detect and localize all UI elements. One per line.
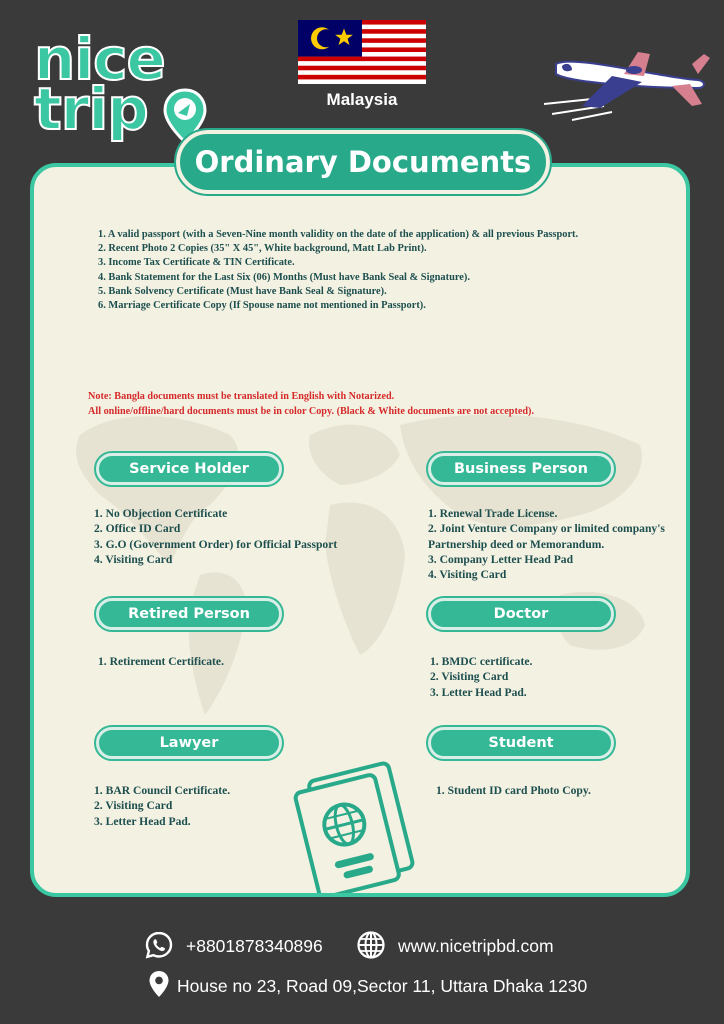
country-name: Malaysia: [326, 90, 398, 109]
list-item: 1. Renewal Trade License.: [428, 507, 558, 520]
nicetrip-logo: [34, 25, 194, 143]
list-item: 3. G.O (Government Order) for Official Passport: [94, 537, 338, 551]
list-item: Partnership deed or Memorandum.: [428, 537, 605, 551]
note-line: All online/offline/hard documents must be in color Copy. (Black & White documents are not accepted).: [88, 405, 534, 417]
location-pin-icon: [148, 970, 170, 998]
general-documents-list: [98, 228, 688, 313]
list-item: 1. A valid passport (with a Seven-Nine month validity on the date of the application) & all previous Passport.: [98, 229, 579, 240]
page-title: Ordinary Documents: [176, 130, 550, 194]
service-holder-heading: Service Holder: [96, 453, 282, 485]
list-item: 3. Letter Head Pad.: [430, 685, 527, 699]
list-item: 4. Visiting Card: [428, 568, 507, 582]
website-link[interactable]: www.nicetripbd.com: [398, 936, 554, 956]
logo-word-nice: nice: [34, 25, 165, 93]
business-person-heading: Business Person: [428, 453, 614, 485]
doctor-list: [430, 654, 680, 700]
business-person-list: [428, 506, 688, 582]
doctor-heading: Doctor: [428, 598, 614, 630]
student-heading: Student: [428, 727, 614, 759]
list-item: 4. Bank Statement for the Last Six (06) Months (Must have Bank Seal & Signature).: [98, 271, 470, 283]
lawyer-heading: Lawyer: [96, 727, 282, 759]
lawyer-list: [94, 783, 294, 829]
retired-person-list: [98, 654, 378, 669]
retired-person-heading: Retired Person: [96, 598, 282, 630]
list-item: 1. No Objection Certificate: [94, 507, 228, 520]
list-item: 2. Joint Venture Company or limited company's: [428, 522, 665, 536]
list-item: 2. Office ID Card: [94, 522, 181, 536]
list-item: 2. Visiting Card: [430, 670, 509, 684]
list-item: 2. Recent Photo 2 Copies (35" X 45", White background, Matt Lab Print).: [98, 243, 427, 255]
list-item: 3. Company Letter Head Pad: [428, 552, 574, 566]
logo-word-trip: trip: [34, 75, 148, 143]
globe-icon: [356, 930, 386, 960]
list-item: 6. Marriage Certificate Copy (If Spouse name not mentioned in Passport).: [98, 300, 426, 312]
list-item: 3. Letter Head Pad.: [94, 814, 191, 828]
translation-note: [88, 390, 688, 419]
passport-icon: [290, 758, 420, 893]
office-address: House no 23, Road 09,Sector 11, Uttara Dhaka 1230: [177, 976, 588, 996]
airplane-icon: [542, 44, 710, 122]
list-item: 5. Bank Solvency Certificate (Must have Bank Seal & Signature).: [98, 285, 387, 297]
student-list: [436, 783, 686, 798]
list-item: 2. Visiting Card: [94, 799, 173, 813]
whatsapp-icon: [144, 930, 174, 960]
list-item: 1. BAR Council Certificate.: [94, 784, 231, 797]
malaysia-flag-icon: [298, 20, 426, 84]
list-item: 3. Income Tax Certificate & TIN Certificate.: [98, 257, 295, 269]
note-line: Note: Bangla documents must be translated in English with Notarized.: [88, 391, 395, 402]
list-item: 1. Student ID card Photo Copy.: [436, 784, 591, 797]
list-item: 4. Visiting Card: [94, 552, 173, 566]
list-item: 1. Retirement Certificate.: [98, 655, 224, 668]
list-item: 1. BMDC certificate.: [430, 655, 533, 668]
service-holder-list: [94, 506, 394, 567]
phone-number: +8801878340896: [186, 936, 323, 956]
